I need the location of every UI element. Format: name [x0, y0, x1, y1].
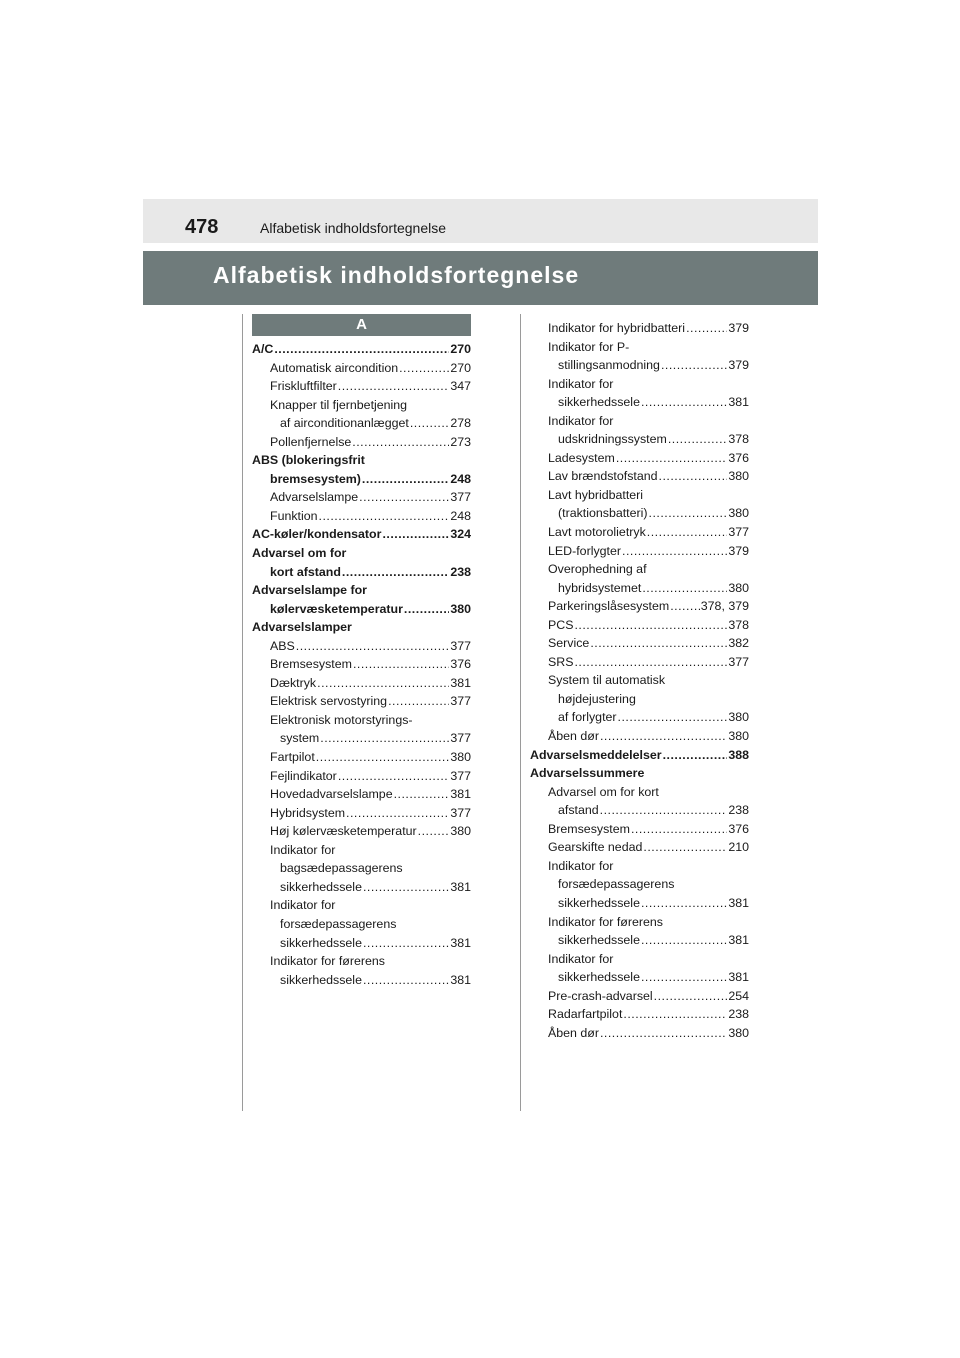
- dot-leader: [382, 525, 449, 544]
- column-divider-right: [520, 314, 521, 1111]
- entry-text: Dæktryk: [270, 675, 317, 690]
- entry-text: ABS (blokeringsfrit: [252, 453, 365, 468]
- dot-leader: [647, 523, 728, 542]
- entry-text: kort afstand: [270, 564, 341, 579]
- dot-leader: [296, 637, 450, 656]
- index-entry: [530, 375, 749, 394]
- entry-page-number: 381: [728, 895, 749, 910]
- entry-text: Advarselslamper: [252, 620, 352, 635]
- entry-text: Indikator for førerens: [270, 954, 386, 969]
- entry-text: Lavt motorolietryk: [548, 525, 646, 540]
- dot-leader: [363, 934, 449, 953]
- entry-text: Overophedning af: [548, 562, 647, 577]
- entry-page-number: 270: [450, 360, 471, 375]
- dot-leader: [574, 616, 727, 635]
- entry-page-number: 278: [450, 416, 471, 431]
- index-entry: [252, 934, 471, 953]
- index-entry: [530, 634, 749, 653]
- entry-text: Advarselsmeddelelser: [530, 747, 662, 762]
- entry-text: A/C: [252, 342, 274, 356]
- index-entry: [530, 913, 749, 932]
- entry-page-number: 248: [450, 471, 471, 486]
- entry-text: Lav brændstofstand: [548, 469, 658, 484]
- dot-leader: [641, 968, 727, 987]
- entry-page-number: 347: [450, 379, 471, 394]
- index-entry: [530, 486, 749, 505]
- index-entry: [252, 544, 471, 563]
- dot-leader: [686, 319, 727, 338]
- dot-leader: [363, 971, 449, 990]
- entry-page-number: 379: [728, 321, 749, 335]
- entry-text: Pollenfjernelse: [270, 434, 352, 449]
- entry-text: Indikator for: [270, 842, 336, 857]
- dot-leader: [618, 708, 728, 727]
- dot-leader: [616, 449, 728, 468]
- index-entry: [252, 952, 471, 971]
- index-entry: [530, 616, 749, 635]
- entry-page-number: 377: [450, 731, 471, 746]
- dot-leader: [649, 504, 728, 523]
- entry-page-number: 388: [728, 747, 749, 762]
- dot-leader: [623, 1005, 727, 1024]
- entry-text: sikkerhedssele: [280, 972, 362, 987]
- entry-text: højdejustering: [558, 691, 636, 706]
- index-entry: [530, 671, 749, 690]
- index-entry: [530, 542, 749, 561]
- index-entry: [252, 359, 471, 378]
- entry-text: Indikator for hybridbatteri: [548, 321, 686, 335]
- entry-page-number: 381: [728, 395, 749, 410]
- index-entry: [252, 563, 471, 582]
- entry-text: sikkerhedssele: [558, 895, 640, 910]
- entry-page-number: 270: [450, 342, 471, 356]
- entry-text: Indikator for: [548, 376, 614, 391]
- dot-leader: [418, 822, 450, 841]
- entry-page-number: 377: [728, 654, 749, 669]
- entry-text: Fejlindikator: [270, 768, 337, 783]
- dot-leader: [394, 785, 450, 804]
- dot-leader: [342, 563, 449, 582]
- index-entry: [530, 746, 749, 765]
- dot-leader: [622, 542, 727, 561]
- dot-leader: [600, 1024, 727, 1043]
- entry-text: Gearskifte nedad: [548, 840, 643, 855]
- dot-leader: [362, 470, 449, 489]
- entry-text: stillingsanmodning: [558, 358, 660, 373]
- dot-leader: [659, 467, 728, 486]
- entry-page-number: 378, 379: [700, 599, 749, 614]
- entry-page-number: 238: [728, 803, 749, 818]
- index-entry: [252, 711, 471, 730]
- title-band: [143, 251, 818, 305]
- entry-page-number: 377: [450, 490, 471, 505]
- index-entry: [530, 653, 749, 672]
- entry-page-number: 378: [728, 617, 749, 632]
- dot-leader: [399, 359, 449, 378]
- entry-text: Elektrisk servostyring: [270, 694, 388, 709]
- index-entry: [530, 467, 749, 486]
- index-entry: [252, 637, 471, 656]
- dot-leader: [643, 838, 727, 857]
- dot-leader: [641, 931, 727, 950]
- index-entry: [530, 523, 749, 542]
- index-entry: [252, 655, 471, 674]
- entry-text: forsædepassagerens: [280, 916, 397, 931]
- entry-text: sikkerhedssele: [280, 879, 362, 894]
- index-entry: [530, 319, 749, 338]
- entry-page-number: 376: [728, 450, 749, 465]
- entry-page-number: 377: [728, 525, 749, 540]
- entry-text: Automatisk aircondition: [270, 360, 399, 375]
- entry-page-number: 380: [728, 710, 749, 725]
- dot-leader: [661, 356, 727, 375]
- dot-leader: [363, 878, 449, 897]
- entry-page-number: 379: [728, 358, 749, 373]
- index-entry: [530, 801, 749, 820]
- index-entry: [252, 729, 471, 748]
- index-entry: [252, 748, 471, 767]
- index-entry: [252, 340, 471, 359]
- entry-page-number: 210: [728, 840, 749, 855]
- entry-page-number: 382: [728, 636, 749, 651]
- entry-text: Service: [548, 636, 590, 651]
- index-entry: [252, 767, 471, 786]
- entry-page-number: 381: [728, 933, 749, 948]
- index-entry: [530, 857, 749, 876]
- dot-leader: [404, 600, 449, 619]
- dot-leader: [668, 430, 728, 449]
- index-entry: [530, 764, 749, 783]
- entry-page-number: 248: [450, 508, 471, 523]
- index-entry: [530, 894, 749, 913]
- entry-text: SRS: [548, 654, 574, 669]
- dot-leader: [353, 655, 449, 674]
- entry-text: udskridningssystem: [558, 432, 667, 447]
- dot-leader: [631, 820, 727, 839]
- entry-page-number: 380: [728, 580, 749, 595]
- index-entry: [252, 859, 471, 878]
- index-entry: [252, 600, 471, 619]
- index-entry: [530, 560, 749, 579]
- header-title: Alfabetisk indholdsfortegnelse: [260, 220, 447, 236]
- index-entry: [530, 504, 749, 523]
- entry-text: Bremsesystem: [548, 821, 630, 836]
- entry-text: Lavt hybridbatteri: [548, 487, 644, 502]
- entry-text: (traktionsbatteri): [558, 506, 648, 521]
- index-entry: [252, 581, 471, 600]
- index-entry: [530, 449, 749, 468]
- index-entry: [530, 783, 749, 802]
- entry-page-number: 381: [450, 675, 471, 690]
- index-entry: [252, 488, 471, 507]
- entry-text: sikkerhedssele: [558, 970, 640, 985]
- entry-text: sikkerhedssele: [558, 933, 640, 948]
- entry-page-number: 380: [450, 750, 471, 765]
- index-entry: [252, 971, 471, 990]
- entry-text: Advarselslampe: [270, 490, 359, 505]
- index-entry: [530, 393, 749, 412]
- index-entry: [252, 618, 471, 637]
- entry-text: Åben dør: [548, 729, 599, 744]
- index-entry: [530, 690, 749, 709]
- dot-leader: [359, 488, 449, 507]
- entry-text: af forlygter: [558, 710, 617, 725]
- entry-page-number: 254: [728, 988, 749, 1003]
- index-entry: [530, 708, 749, 727]
- entry-text: bremsesystem): [270, 471, 361, 486]
- index-entry: [252, 822, 471, 841]
- dot-leader: [319, 507, 450, 526]
- index-entry: [530, 412, 749, 431]
- index-entry: [252, 377, 471, 396]
- entry-page-number: 381: [450, 935, 471, 950]
- entry-page-number: 377: [450, 694, 471, 709]
- entry-text: Friskluftfilter: [270, 379, 337, 394]
- entry-text: ABS: [270, 638, 295, 653]
- index-entry: [530, 987, 749, 1006]
- dot-leader: [320, 729, 449, 748]
- entry-text: Radarfartpilot: [548, 1007, 623, 1022]
- entry-text: Ladesystem: [548, 450, 615, 465]
- entry-text: AC-køler/kondensator: [252, 527, 382, 542]
- index-entry: [252, 692, 471, 711]
- dot-leader: [338, 767, 450, 786]
- entry-page-number: 376: [450, 657, 471, 672]
- dot-leader: [338, 377, 450, 396]
- index-entry: [530, 875, 749, 894]
- dot-leader: [317, 674, 449, 693]
- dot-leader: [641, 393, 727, 412]
- entry-page-number: 380: [728, 506, 749, 521]
- entry-text: Advarselssummere: [530, 766, 645, 781]
- index-entry: [530, 356, 749, 375]
- entry-page-number: 381: [450, 972, 471, 987]
- entry-page-number: 380: [728, 469, 749, 484]
- index-entry: [530, 338, 749, 357]
- index-entry: [530, 838, 749, 857]
- index-entry: [252, 414, 471, 433]
- index-entry: [530, 597, 749, 616]
- entry-text: bagsædepassagerens: [280, 861, 403, 876]
- section-letter-header: A: [252, 314, 471, 336]
- dot-leader: [574, 653, 727, 672]
- index-entry: [252, 470, 471, 489]
- entry-page-number: 379: [728, 543, 749, 558]
- entry-text: Parkeringslåsesystem: [548, 599, 670, 614]
- index-entry: [530, 820, 749, 839]
- dot-leader: [600, 801, 728, 820]
- index-entry: [252, 841, 471, 860]
- entry-text: Advarselslampe for: [252, 583, 368, 598]
- index-entry: [252, 785, 471, 804]
- index-entry: [252, 674, 471, 693]
- entry-page-number: 381: [450, 879, 471, 894]
- entry-text: hybridsystemet: [558, 580, 642, 595]
- entry-page-number: 377: [450, 768, 471, 783]
- dot-leader: [663, 746, 728, 765]
- index-entry: [530, 430, 749, 449]
- entry-text: Indikator for P-: [548, 339, 630, 354]
- entry-text: af airconditionanlægget: [280, 416, 409, 431]
- entry-text: PCS: [548, 617, 574, 632]
- index-entry: [252, 507, 471, 526]
- dot-leader: [388, 692, 449, 711]
- entry-text: system: [280, 731, 320, 746]
- entry-page-number: 324: [450, 527, 471, 542]
- entry-text: forsædepassagerens: [558, 877, 675, 892]
- entry-text: Pre-crash-advarsel: [548, 988, 653, 1003]
- index-entry: [252, 451, 471, 470]
- entry-text: afstand: [558, 803, 599, 818]
- entry-page-number: 381: [450, 787, 471, 802]
- page-title: Alfabetisk indholdsfortegnelse: [213, 262, 580, 288]
- index-entry: [252, 915, 471, 934]
- dot-leader: [316, 748, 450, 767]
- dot-leader: [670, 597, 700, 616]
- index-entry: [530, 1005, 749, 1024]
- entry-text: System til automatisk: [548, 673, 666, 688]
- entry-page-number: 238: [728, 1007, 749, 1022]
- dot-leader: [642, 579, 727, 598]
- entry-text: sikkerhedssele: [280, 935, 362, 950]
- entry-text: sikkerhedssele: [558, 395, 640, 410]
- entry-text: Funktion: [270, 508, 318, 523]
- entry-text: Elektronisk motorstyrings-: [270, 712, 413, 727]
- index-column-2: [530, 319, 749, 1042]
- entry-page-number: 376: [728, 821, 749, 836]
- entry-text: Indikator for: [548, 858, 614, 873]
- entry-text: Indikator for: [548, 951, 614, 966]
- entry-text: Høj kølervæsketemperatur: [270, 824, 417, 839]
- dot-leader: [641, 894, 727, 913]
- entry-page-number: 380: [450, 824, 471, 839]
- entry-page-number: 381: [728, 970, 749, 985]
- index-entry: [530, 1024, 749, 1043]
- dot-leader: [346, 804, 449, 823]
- entry-text: Hybridsystem: [270, 805, 346, 820]
- entry-page-number: 377: [450, 638, 471, 653]
- index-entry: [252, 433, 471, 452]
- dot-leader: [590, 634, 727, 653]
- entry-text: Fartpilot: [270, 750, 315, 765]
- entry-text: Indikator for: [548, 413, 614, 428]
- index-entry: [252, 525, 471, 544]
- entry-text: Advarsel om for kort: [548, 784, 659, 799]
- dot-leader: [410, 414, 449, 433]
- dot-leader: [654, 987, 728, 1006]
- index-entry: [530, 950, 749, 969]
- index-column-1: [252, 340, 471, 989]
- entry-page-number: 377: [450, 805, 471, 820]
- dot-leader: [600, 727, 727, 746]
- index-entry: [530, 579, 749, 598]
- entry-text: Advarsel om for: [252, 546, 347, 561]
- index-entry: [530, 931, 749, 950]
- entry-page-number: 378: [728, 432, 749, 447]
- entry-text: Bremsesystem: [270, 657, 352, 672]
- entry-page-number: 380: [728, 729, 749, 744]
- entry-text: Indikator for: [270, 898, 336, 913]
- entry-text: kølervæsketemperatur: [270, 601, 403, 616]
- index-entry: [252, 396, 471, 415]
- entry-page-number: 380: [450, 601, 471, 616]
- entry-text: Hovedadvarselslampe: [270, 787, 393, 802]
- dot-leader: [352, 433, 449, 452]
- entry-text: Knapper til fjernbetjening: [270, 397, 408, 412]
- entry-text: LED-forlygter: [548, 543, 621, 558]
- entry-page-number: 238: [450, 564, 471, 579]
- page-number: 478: [185, 216, 219, 238]
- entry-page-number: 273: [450, 434, 471, 449]
- index-entry: [252, 896, 471, 915]
- entry-text: Indikator for førerens: [548, 914, 664, 929]
- column-divider-left: [242, 314, 243, 1111]
- index-entry: [530, 727, 749, 746]
- page-header: [143, 199, 818, 243]
- index-entry: [252, 878, 471, 897]
- index-entry: [530, 968, 749, 987]
- entry-text: Åben dør: [548, 1025, 599, 1040]
- dot-leader: [274, 340, 449, 359]
- index-entry: [252, 804, 471, 823]
- entry-page-number: 380: [728, 1025, 749, 1040]
